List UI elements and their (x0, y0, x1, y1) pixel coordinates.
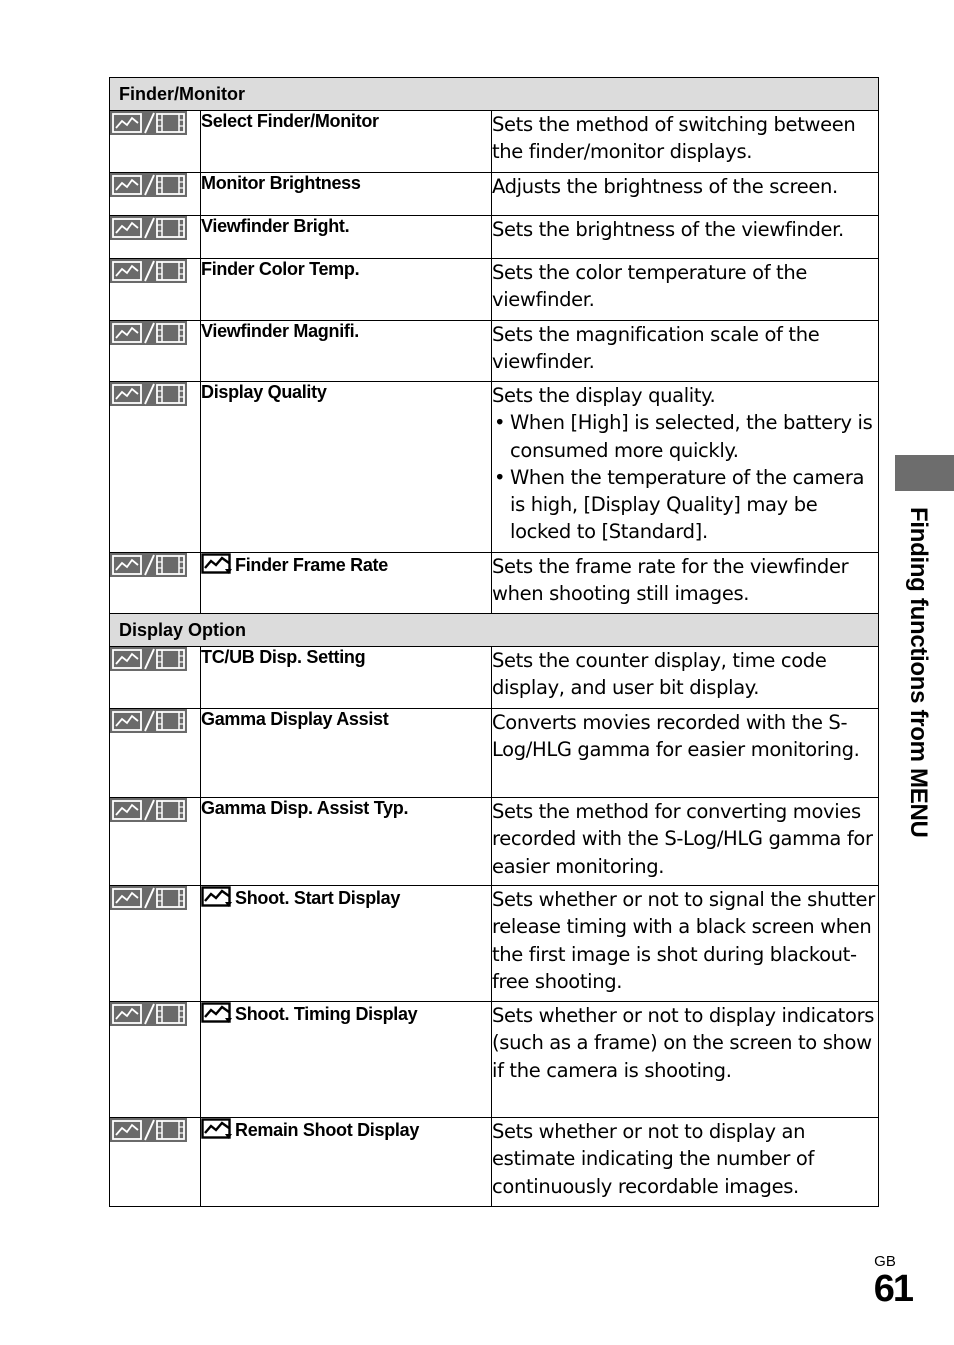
function-description-cell (492, 553, 879, 614)
function-description-cell (492, 382, 879, 553)
still-movie-mode-icon (110, 798, 187, 822)
table-row (110, 259, 879, 321)
function-name: Gamma Disp. Assist Typ. (201, 798, 409, 818)
function-description: Sets whether or not to display indicators (such as a frame) on the screen to show if the camera is shooting. (492, 1004, 875, 1082)
table-row (110, 1002, 879, 1118)
function-description-cell (492, 1118, 879, 1207)
function-name-cell (201, 216, 492, 259)
function-name-cell (201, 382, 492, 553)
mode-icon-cell (110, 647, 201, 709)
table-row (110, 216, 879, 259)
still-movie-mode-icon (110, 173, 187, 197)
table-row (110, 382, 879, 553)
still-movie-mode-icon (110, 111, 187, 135)
table-row (110, 709, 879, 798)
still-movie-mode-icon (110, 382, 187, 406)
table-row (110, 111, 879, 173)
mode-icon-cell (110, 709, 201, 798)
still-movie-mode-icon (110, 886, 187, 910)
chapter-side-label: Finding functions from MENU (905, 507, 932, 838)
function-name: Select Finder/Monitor (201, 111, 379, 131)
function-name-cell (201, 886, 492, 1002)
function-name-cell (201, 321, 492, 382)
menu-functions-table (109, 77, 879, 1207)
function-name: Viewfinder Bright. (201, 216, 350, 236)
table-row (110, 321, 879, 382)
function-description: Sets whether or not to signal the shutter release timing with a black screen when the first image is shot during blackout-free shooting. (492, 888, 875, 993)
still-movie-mode-icon (110, 321, 187, 345)
mode-icon-cell (110, 1118, 201, 1207)
function-description-cell (492, 647, 879, 709)
description-bullets (492, 409, 878, 545)
function-description: Sets the magnification scale of the viewfinder. (492, 323, 820, 374)
function-name-cell (201, 1002, 492, 1118)
mode-icon-cell (110, 886, 201, 1002)
page-region-code: GB (874, 1253, 896, 1270)
function-description-cell (492, 173, 879, 216)
table-row (110, 886, 879, 1002)
still-movie-mode-icon (110, 553, 187, 577)
description-bullet: • When the temperature of the camera is high, [Display Quality] may be locked to [Standard]. (492, 464, 878, 546)
function-name-cell (201, 798, 492, 886)
function-description: Sets the brightness of the viewfinder. (492, 218, 844, 241)
function-name-cell (201, 111, 492, 173)
function-description-cell (492, 798, 879, 886)
section-header (110, 78, 879, 111)
still-image-mode-icon (201, 553, 232, 575)
function-description: Adjusts the brightness of the screen. (492, 175, 838, 198)
table-row (110, 647, 879, 709)
section-title: Finder/Monitor (110, 78, 879, 111)
mode-icon-cell (110, 1002, 201, 1118)
function-name: TC/UB Disp. Setting (201, 647, 366, 667)
function-description-cell (492, 321, 879, 382)
still-movie-mode-icon (110, 216, 187, 240)
section-title: Display Option (110, 614, 879, 647)
function-name-cell (201, 173, 492, 216)
mode-icon-cell (110, 216, 201, 259)
chapter-tab-marker (895, 455, 954, 491)
function-name-cell (201, 709, 492, 798)
function-description-cell (492, 886, 879, 1002)
function-name: Shoot. Timing Display (235, 1004, 418, 1024)
description-bullet: • When [High] is selected, the battery is consumed more quickly. (492, 409, 878, 464)
function-name: Monitor Brightness (201, 173, 361, 193)
function-description: Sets the color temperature of the viewfinder. (492, 261, 808, 312)
function-name: Shoot. Start Display (235, 888, 401, 908)
table-row (110, 798, 879, 886)
mode-icon-cell (110, 553, 201, 614)
function-name-cell (201, 1118, 492, 1207)
section-header (110, 614, 879, 647)
function-description-cell (492, 111, 879, 173)
table-row (110, 1118, 879, 1207)
still-image-mode-icon (201, 886, 232, 908)
function-name-cell (201, 647, 492, 709)
table-row (110, 553, 879, 614)
function-name: Viewfinder Magnifi. (201, 321, 359, 341)
mode-icon-cell (110, 382, 201, 553)
function-name: Display Quality (201, 382, 327, 402)
function-description-cell (492, 259, 879, 321)
function-description-cell (492, 216, 879, 259)
function-description: Sets whether or not to display an estimate indicating the number of continuously recordable images. (492, 1120, 814, 1198)
mode-icon-cell (110, 173, 201, 216)
function-name: Gamma Display Assist (201, 709, 389, 729)
function-description: Converts movies recorded with the S-Log/HLG gamma for easier monitoring. (492, 711, 860, 762)
still-movie-mode-icon (110, 1118, 187, 1142)
still-movie-mode-icon (110, 647, 187, 671)
page-number: 61 (873, 1268, 912, 1310)
still-movie-mode-icon (110, 709, 187, 733)
still-movie-mode-icon (110, 1002, 187, 1026)
mode-icon-cell (110, 111, 201, 173)
function-description-cell (492, 709, 879, 798)
function-name: Remain Shoot Display (235, 1120, 420, 1140)
function-description: Sets the display quality. (492, 384, 716, 407)
function-name: Finder Frame Rate (235, 555, 388, 575)
still-image-mode-icon (201, 1118, 232, 1140)
mode-icon-cell (110, 321, 201, 382)
function-description: Sets the method for converting movies recorded with the S-Log/HLG gamma for easier monitoring. (492, 800, 873, 878)
function-description: Sets the frame rate for the viewfinder when shooting still images. (492, 555, 849, 606)
mode-icon-cell (110, 259, 201, 321)
function-name-cell (201, 259, 492, 321)
function-description-cell (492, 1002, 879, 1118)
function-description: Sets the counter display, time code display, and user bit display. (492, 649, 827, 700)
table-row (110, 173, 879, 216)
mode-icon-cell (110, 798, 201, 886)
function-description: Sets the method of switching between the finder/monitor displays. (492, 113, 856, 164)
still-image-mode-icon (201, 1002, 232, 1024)
function-name-cell (201, 553, 492, 614)
function-name: Finder Color Temp. (201, 259, 360, 279)
still-movie-mode-icon (110, 259, 187, 283)
